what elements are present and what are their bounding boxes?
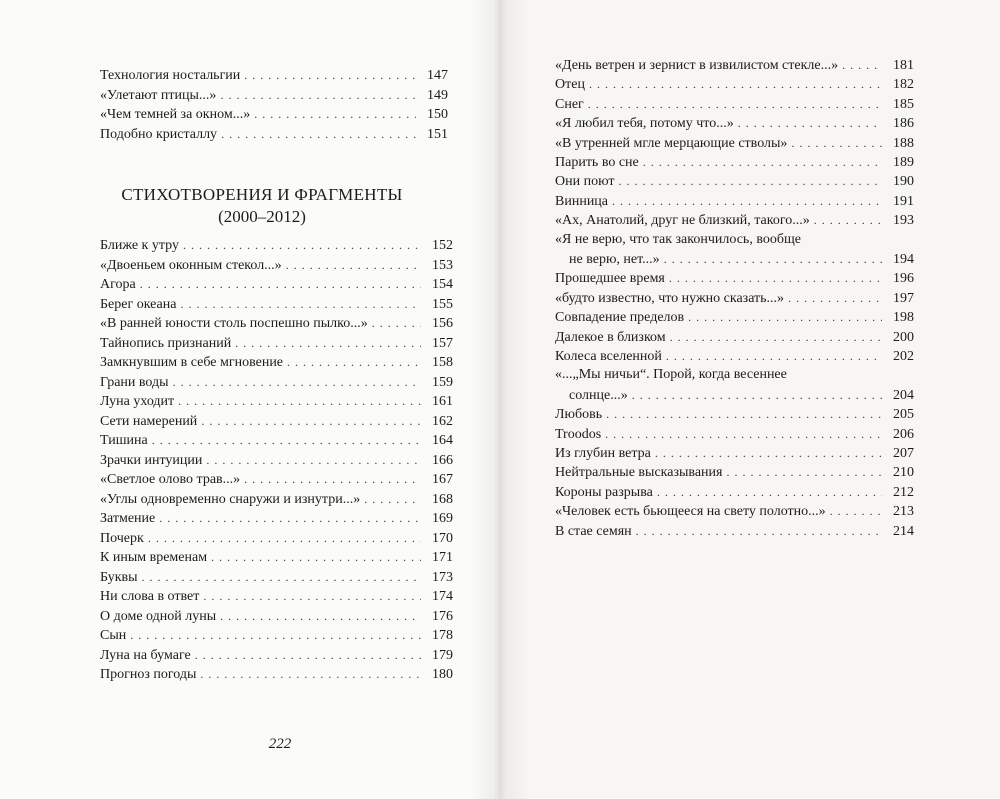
toc-entry bbox=[100, 431, 453, 450]
toc-entry bbox=[555, 211, 914, 230]
toc-entry bbox=[100, 626, 453, 645]
toc-entry-title: Грани воды bbox=[100, 374, 169, 390]
toc-entry-page: 181 bbox=[893, 58, 914, 73]
toc-entry-title: Отец bbox=[555, 77, 585, 93]
toc-entry bbox=[100, 392, 453, 411]
dot-leader bbox=[180, 295, 421, 313]
dot-leader bbox=[664, 250, 882, 268]
section-years: (2000–2012) bbox=[218, 207, 306, 226]
toc-entry-page: 162 bbox=[432, 413, 453, 429]
toc-entry-title: «Я любил тебя, потому что...» bbox=[555, 116, 734, 132]
toc-entry-title: В стае семян bbox=[555, 523, 632, 539]
toc-entry-page: 210 bbox=[893, 465, 914, 481]
dot-leader bbox=[618, 172, 882, 190]
page-number: 222 bbox=[268, 736, 292, 752]
dot-leader bbox=[206, 451, 421, 469]
toc-entry bbox=[100, 105, 448, 124]
dot-leader bbox=[142, 568, 421, 586]
toc-entry-title: «В утренней мгле мерцающие стволы» bbox=[555, 135, 788, 151]
toc-entry bbox=[100, 470, 453, 489]
dot-leader bbox=[632, 386, 882, 404]
toc-entry-title: «Светлое олово трав...» bbox=[100, 472, 241, 487]
toc-entry-title: Тайнопись признаний bbox=[100, 335, 232, 351]
toc-entry-title: О доме одной луны bbox=[100, 608, 217, 624]
toc-entry bbox=[555, 347, 914, 366]
dot-leader bbox=[643, 153, 882, 171]
toc-entry bbox=[100, 256, 453, 275]
toc-entry-page: 159 bbox=[432, 374, 453, 390]
toc-entry-page: 164 bbox=[432, 433, 453, 448]
toc-entry-page: 161 bbox=[432, 394, 453, 409]
toc-entry bbox=[555, 134, 914, 153]
dot-leader bbox=[738, 114, 882, 132]
toc-entry-title: Зрачки интуиции bbox=[100, 452, 203, 468]
dot-leader bbox=[220, 86, 416, 104]
dot-leader bbox=[235, 334, 421, 352]
toc-entry-page: 202 bbox=[893, 349, 914, 364]
toc-entry-title: Луна уходит bbox=[100, 394, 175, 409]
toc-entry-title: К иным временам bbox=[100, 550, 208, 565]
toc-entry bbox=[555, 386, 914, 405]
section-title: СТИХОТВОРЕНИЯ И ФРАГМЕНТЫ bbox=[121, 185, 403, 204]
toc-entry-title: не верю, нет...» bbox=[569, 252, 660, 267]
toc-entry-title: Совпадение пределов bbox=[555, 310, 685, 326]
toc-entry bbox=[555, 405, 914, 424]
toc-entry-page: 206 bbox=[893, 426, 914, 442]
toc-entry-page: 166 bbox=[432, 452, 453, 468]
dot-leader bbox=[657, 483, 882, 501]
toc-entry bbox=[555, 425, 914, 444]
toc-entry bbox=[100, 490, 453, 509]
dot-leader bbox=[286, 256, 421, 274]
toc-entry-page: 170 bbox=[432, 530, 453, 546]
dot-leader bbox=[612, 192, 882, 210]
dot-leader bbox=[588, 95, 882, 113]
toc-entry bbox=[555, 289, 914, 308]
dot-leader bbox=[726, 463, 882, 481]
toc-entry-title-line: «...„Мы ничьи“. Порой, когда весеннее bbox=[555, 367, 787, 383]
toc-entry bbox=[555, 250, 914, 269]
toc-entry-title: «будто известно, что нужно сказать...» bbox=[555, 290, 785, 306]
dot-leader bbox=[140, 275, 421, 293]
dot-leader bbox=[244, 470, 421, 488]
dot-leader bbox=[195, 646, 421, 664]
toc-entry-title: солнце...» bbox=[569, 387, 628, 403]
toc-entry-page: 194 bbox=[893, 252, 914, 267]
toc-entry bbox=[100, 587, 453, 606]
toc-entry-title: «Человек есть бьющееся на свету полотно...» bbox=[555, 504, 826, 520]
dot-leader bbox=[589, 75, 882, 93]
toc-entry-title: Из глубин ветра bbox=[555, 446, 651, 461]
toc-entry bbox=[100, 334, 453, 353]
toc-entry-page: 197 bbox=[893, 290, 914, 306]
toc-entry-page: 188 bbox=[893, 135, 914, 151]
toc-entry-title: Troodos bbox=[555, 426, 602, 442]
toc-entry-title: «День ветрен и зернист в извилистом стекле...» bbox=[555, 58, 839, 73]
toc-entry-page: 176 bbox=[432, 608, 453, 624]
toc-entry bbox=[555, 114, 914, 133]
book-gutter bbox=[470, 0, 530, 799]
toc-entry-title: Подобно кристаллу bbox=[100, 126, 218, 142]
toc-entry-title-line: «Я не верю, что так закончилось, вообще bbox=[555, 231, 801, 247]
toc-entry bbox=[100, 314, 453, 333]
toc-entry-page: 205 bbox=[893, 407, 914, 423]
toc-entry bbox=[100, 86, 448, 105]
toc-entry-title: Сети намерений bbox=[100, 413, 198, 429]
toc-entry-title: Ни слова в ответ bbox=[100, 589, 200, 604]
toc-entry-title: «Углы одновременно снаружи и изнутри...» bbox=[100, 491, 361, 507]
toc-entry-title: Затмение bbox=[100, 511, 156, 526]
toc-entry bbox=[100, 568, 453, 587]
dot-leader bbox=[287, 353, 421, 371]
toc-entry bbox=[100, 412, 453, 431]
toc-entry-page: 190 bbox=[893, 174, 914, 190]
toc-entry-page: 167 bbox=[432, 472, 453, 487]
toc-entry-page: 182 bbox=[893, 77, 914, 93]
toc-entry bbox=[555, 75, 914, 94]
toc-entry bbox=[555, 95, 914, 114]
toc-entry bbox=[100, 353, 453, 372]
left-top-toc bbox=[100, 66, 448, 146]
toc-entry-title: Берег океана bbox=[100, 296, 177, 312]
dot-leader bbox=[605, 425, 882, 443]
toc-entry-title: Почерк bbox=[100, 530, 144, 546]
dot-leader bbox=[178, 392, 421, 410]
toc-entry-page: 173 bbox=[432, 569, 453, 585]
dot-leader bbox=[221, 125, 416, 143]
toc-entry-title: «Ах, Анатолий, друг не близкий, такого...» bbox=[555, 213, 810, 229]
toc-entry bbox=[100, 125, 448, 144]
dot-leader bbox=[130, 626, 421, 644]
toc-entry-title: Они поют bbox=[555, 174, 615, 190]
toc-entry-title: Далекое в близком bbox=[555, 329, 666, 345]
toc-entry-page: 207 bbox=[893, 446, 914, 461]
toc-entry-page: 158 bbox=[432, 355, 453, 370]
dot-leader bbox=[152, 431, 421, 449]
toc-entry-title: Прогноз погоды bbox=[100, 667, 197, 682]
dot-leader bbox=[842, 56, 882, 74]
toc-entry-title: Агора bbox=[100, 277, 136, 292]
toc-entry-title: Буквы bbox=[100, 569, 138, 585]
toc-entry bbox=[100, 607, 453, 626]
toc-entry bbox=[100, 236, 453, 255]
dot-leader bbox=[220, 607, 421, 625]
dot-leader bbox=[159, 509, 421, 527]
dot-leader bbox=[636, 522, 882, 540]
dot-leader bbox=[670, 328, 882, 346]
toc-entry bbox=[100, 509, 453, 528]
toc-entry bbox=[555, 153, 914, 172]
right-toc bbox=[555, 56, 914, 556]
toc-entry-title: Любовь bbox=[555, 407, 603, 423]
dot-leader bbox=[669, 269, 882, 287]
toc-entry bbox=[100, 665, 453, 684]
dot-leader bbox=[372, 314, 421, 332]
dot-leader bbox=[200, 665, 421, 683]
toc-entry bbox=[555, 172, 914, 191]
toc-entry bbox=[555, 483, 914, 502]
toc-entry-title: Технология ностальгии bbox=[100, 68, 241, 83]
toc-entry-title: Короны разрыва bbox=[555, 484, 653, 500]
toc-entry-page: 153 bbox=[432, 257, 453, 273]
toc-entry-title: «В ранней юности столь поспешно пылко...» bbox=[100, 316, 368, 331]
toc-entry bbox=[100, 529, 453, 548]
dot-leader bbox=[254, 105, 416, 123]
toc-entry-page: 200 bbox=[893, 329, 914, 345]
dot-leader bbox=[201, 412, 421, 430]
toc-entry bbox=[555, 502, 914, 521]
toc-entry-title: Колеса вселенной bbox=[555, 349, 662, 364]
toc-entry-page: 154 bbox=[432, 277, 453, 292]
dot-leader bbox=[666, 347, 882, 365]
dot-leader bbox=[211, 548, 421, 566]
toc-entry-page: 213 bbox=[893, 504, 914, 520]
toc-entry-title: Нейтральные высказывания bbox=[555, 465, 723, 481]
toc-entry-page: 169 bbox=[432, 511, 453, 526]
dot-leader bbox=[183, 236, 421, 254]
toc-entry-page: 189 bbox=[893, 155, 914, 170]
toc-entry-page: 151 bbox=[427, 126, 448, 142]
toc-entry-title: Тишина bbox=[100, 433, 148, 448]
toc-entry-page: 212 bbox=[893, 484, 914, 500]
toc-entry bbox=[100, 373, 453, 392]
toc-entry-title: Ближе к утру bbox=[100, 238, 179, 253]
toc-entry-page: 185 bbox=[893, 96, 914, 112]
toc-entry bbox=[555, 328, 914, 347]
toc-entry-title: Винница bbox=[555, 193, 609, 209]
dot-leader bbox=[244, 66, 416, 84]
toc-entry-page: 196 bbox=[893, 271, 914, 287]
toc-entry-page: 174 bbox=[432, 589, 453, 604]
toc-entry-page: 198 bbox=[893, 310, 914, 326]
toc-entry bbox=[555, 308, 914, 327]
toc-entry-page: 168 bbox=[432, 491, 453, 507]
toc-entry bbox=[100, 66, 448, 85]
toc-entry-page: 152 bbox=[432, 238, 453, 253]
dot-leader bbox=[830, 502, 882, 520]
toc-entry bbox=[100, 295, 453, 314]
toc-entry-page: 157 bbox=[432, 335, 453, 351]
toc-entry bbox=[555, 444, 914, 463]
toc-entry bbox=[100, 451, 453, 470]
toc-entry-page: 186 bbox=[893, 116, 914, 132]
dot-leader bbox=[791, 134, 882, 152]
toc-entry-page: 191 bbox=[893, 193, 914, 209]
toc-entry-page: 204 bbox=[893, 387, 914, 403]
dot-leader bbox=[655, 444, 882, 462]
toc-entry-page: 171 bbox=[432, 550, 453, 565]
toc-entry bbox=[100, 275, 453, 294]
toc-entry-page: 180 bbox=[432, 667, 453, 682]
left-main-toc bbox=[100, 236, 453, 686]
toc-entry-title: «Улетают птицы...» bbox=[100, 87, 217, 103]
toc-entry bbox=[100, 548, 453, 567]
toc-entry-title: «Двоеньем оконным стекол...» bbox=[100, 257, 282, 273]
toc-entry bbox=[555, 56, 914, 75]
toc-entry bbox=[555, 522, 914, 541]
toc-entry-title: Луна на бумаге bbox=[100, 647, 191, 663]
toc-entry-page: 155 bbox=[432, 296, 453, 312]
toc-entry-title: «Чем темней за окном...» bbox=[100, 107, 251, 122]
dot-leader bbox=[606, 405, 882, 423]
toc-entry-title: Парить во сне bbox=[555, 155, 639, 170]
toc-entry-page: 150 bbox=[427, 107, 448, 122]
toc-entry-title: Сын bbox=[100, 628, 127, 643]
toc-entry-page: 156 bbox=[432, 316, 453, 331]
dot-leader bbox=[364, 490, 421, 508]
dot-leader bbox=[688, 308, 882, 326]
toc-entry bbox=[555, 192, 914, 211]
toc-entry bbox=[100, 646, 453, 665]
dot-leader bbox=[788, 289, 882, 307]
toc-entry bbox=[555, 463, 914, 482]
toc-entry-title: Замкнувшим в себе мгновение bbox=[100, 355, 284, 370]
toc-entry bbox=[555, 269, 914, 288]
toc-entry-page: 147 bbox=[427, 68, 448, 83]
toc-entry-page: 214 bbox=[893, 523, 914, 539]
toc-entry-title: Снег bbox=[555, 96, 584, 112]
toc-entry-page: 193 bbox=[893, 213, 914, 229]
toc-entry-title: Прошедшее время bbox=[555, 271, 665, 287]
toc-entry-page: 178 bbox=[432, 628, 453, 643]
toc-entry-page: 179 bbox=[432, 647, 453, 663]
dot-leader bbox=[203, 587, 421, 605]
dot-leader bbox=[173, 373, 421, 391]
dot-leader bbox=[814, 211, 882, 229]
toc-entry-page: 149 bbox=[427, 87, 448, 103]
dot-leader bbox=[148, 529, 421, 547]
